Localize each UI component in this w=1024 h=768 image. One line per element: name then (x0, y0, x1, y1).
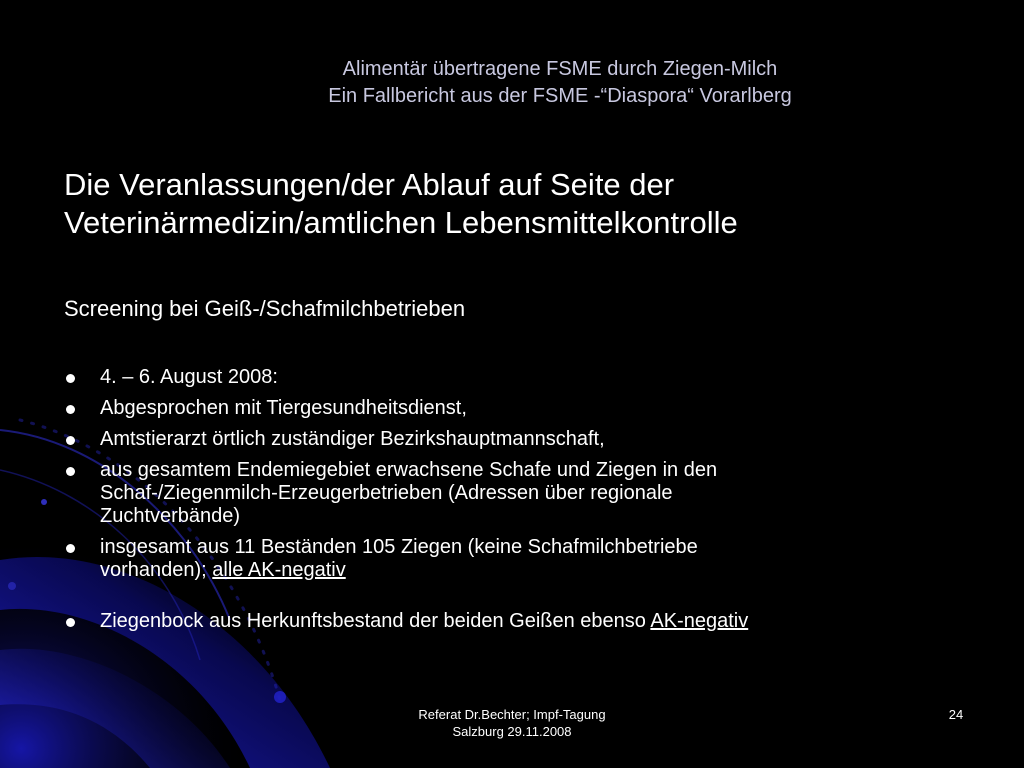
title-line-2: Veterinärmedizin/amtlichen Lebensmittelkontrolle (64, 205, 738, 240)
slide-header (180, 56, 940, 110)
slide-footer (362, 706, 662, 740)
bullet-item (64, 397, 944, 420)
bullet-item (64, 366, 944, 389)
bullet-text-line: aus gesamtem Endemiegebiet erwachsene Schafe und Ziegen in den (100, 459, 718, 481)
bullet-dot-icon (66, 544, 75, 553)
bullet-item (64, 610, 944, 633)
bullet-text: Abgesprochen mit Tiergesundheitsdienst, (100, 397, 467, 419)
bullet-dot-icon (66, 374, 75, 383)
underlined-result-text: AK-negativ (650, 610, 749, 632)
bullet-dot-icon (66, 436, 75, 445)
footer-line-2: Salzburg 29.11.2008 (452, 724, 572, 739)
bullet-item (64, 536, 944, 582)
bullet-text-line: insgesamt aus 11 Beständen 105 Ziegen (keine Schafmilchbetriebe (100, 536, 698, 558)
slide-title (64, 166, 964, 242)
page-number: 24 (948, 707, 964, 722)
header-line-1: Alimentär übertragene FSME durch Ziegen-Milch (342, 58, 778, 80)
bullet-text-prefix: Ziegenbock aus Herkunftsbestand der beiden Geißen ebenso (100, 610, 651, 632)
title-line-1: Die Veranlassungen/der Ablauf auf Seite der (64, 167, 675, 202)
bullet-text-line (100, 559, 944, 582)
slide-subtitle: Screening bei Geiß-/Schafmilchbetrieben (64, 296, 466, 321)
header-line-2: Ein Fallbericht aus der FSME -“Diaspora“ Vorarlberg (328, 85, 792, 107)
bullet-text-line: Zuchtverbände) (100, 505, 241, 527)
bullet-item (64, 428, 944, 451)
bullet-dot-icon (66, 467, 75, 476)
bullet-dot-icon (66, 618, 75, 627)
bullet-text-line: Schaf-/Ziegenmilch-Erzeugerbetrieben (Adressen über regionale (100, 482, 673, 504)
bullet-item (64, 459, 944, 528)
bullet-text-prefix: vorhanden); (100, 559, 213, 581)
bullet-list (64, 366, 944, 641)
underlined-result-text: alle AK-negativ (212, 559, 346, 581)
footer-line-1: Referat Dr.Bechter; Impf-Tagung (418, 707, 606, 722)
bullet-dot-icon (66, 405, 75, 414)
bullet-text: Amtstierarzt örtlich zuständiger Bezirkshauptmannschaft, (100, 428, 605, 450)
bullet-text: 4. – 6. August 2008: (100, 366, 278, 388)
